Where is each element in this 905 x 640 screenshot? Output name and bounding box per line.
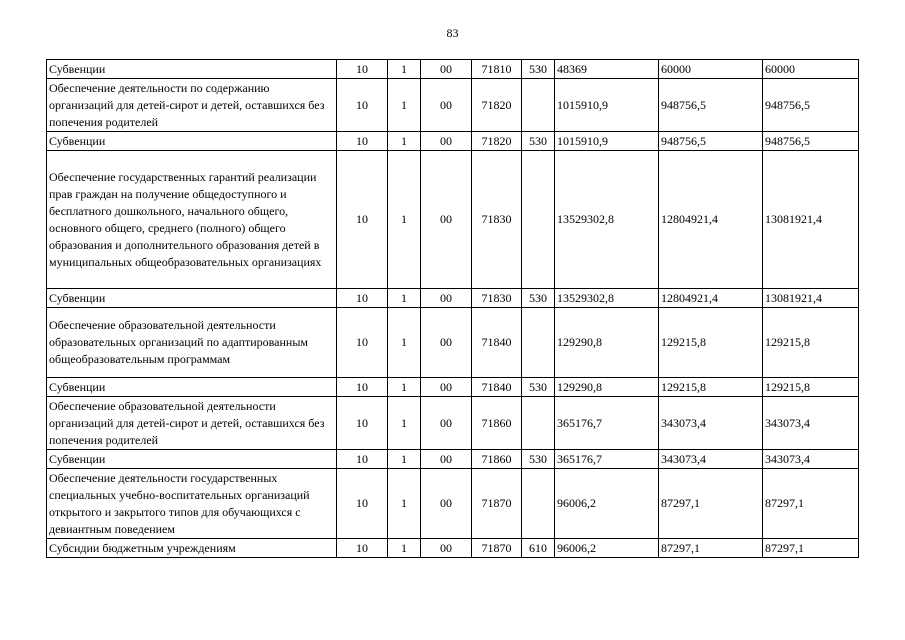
target-article-code: 71860 [472,397,522,450]
section-code: 10 [337,151,388,289]
amount-year-2: 129215,8 [659,308,763,378]
amount-year-3: 948756,5 [763,79,859,132]
amount-year-2: 343073,4 [659,450,763,469]
subsection-code: 1 [388,79,421,132]
item-name: Субсидии бюджетным учреждениям [47,539,337,558]
target-article-code: 71830 [472,289,522,308]
amount-year-2: 60000 [659,60,763,79]
target-article-code: 71870 [472,539,522,558]
amount-year-1: 1015910,9 [555,79,659,132]
item-name: Обеспечение деятельности по содержанию организаций для детей-сирот и детей, оставшихся без попечения родителей [47,79,337,132]
amount-year-2: 12804921,4 [659,289,763,308]
subsection-code: 1 [388,60,421,79]
amount-year-1: 1015910,9 [555,132,659,151]
section-code: 10 [337,378,388,397]
item-name: Обеспечение образовательной деятельности организаций для детей-сирот и детей, оставшихся без попечения родителей [47,397,337,450]
amount-year-3: 87297,1 [763,539,859,558]
amount-year-2: 948756,5 [659,79,763,132]
table-row [47,378,859,397]
expense-type-code [522,469,555,539]
amount-year-1: 96006,2 [555,539,659,558]
program-code: 00 [421,132,472,151]
program-code: 00 [421,469,472,539]
expense-type-code: 530 [522,289,555,308]
amount-year-1: 13529302,8 [555,289,659,308]
expense-type-code: 530 [522,60,555,79]
amount-year-1: 96006,2 [555,469,659,539]
amount-year-3: 60000 [763,60,859,79]
target-article-code: 71820 [472,132,522,151]
program-code: 00 [421,450,472,469]
table-row [47,397,859,450]
amount-year-1: 129290,8 [555,308,659,378]
amount-year-3: 343073,4 [763,397,859,450]
amount-year-1: 365176,7 [555,450,659,469]
target-article-code: 71840 [472,378,522,397]
program-code: 00 [421,308,472,378]
program-code: 00 [421,151,472,289]
target-article-code: 71860 [472,450,522,469]
program-code: 00 [421,60,472,79]
item-name: Обеспечение образовательной деятельности образовательных организаций по адаптированным общеобразовательным программам [47,308,337,378]
amount-year-2: 948756,5 [659,132,763,151]
item-name: Обеспечение государственных гарантий реализации прав граждан на получение общедоступного и бесплатного дошкольного, начального общего, основного общего, среднего (полного) общего образования и дополнительного образования детей в муниципальных общеобразовательных организациях [47,151,337,289]
amount-year-3: 129215,8 [763,308,859,378]
table-row [47,151,859,289]
program-code: 00 [421,397,472,450]
target-article-code: 71810 [472,60,522,79]
amount-year-3: 343073,4 [763,450,859,469]
section-code: 10 [337,132,388,151]
target-article-code: 71840 [472,308,522,378]
amount-year-1: 48369 [555,60,659,79]
expense-type-code [522,151,555,289]
expense-type-code: 530 [522,378,555,397]
expense-type-code: 610 [522,539,555,558]
table-row [47,289,859,308]
amount-year-2: 343073,4 [659,397,763,450]
target-article-code: 71870 [472,469,522,539]
expense-type-code: 530 [522,450,555,469]
subsection-code: 1 [388,132,421,151]
subsection-code: 1 [388,539,421,558]
expense-type-code: 530 [522,132,555,151]
subsection-code: 1 [388,378,421,397]
amount-year-3: 13081921,4 [763,151,859,289]
table-row [47,308,859,378]
item-name: Субвенции [47,289,337,308]
amount-year-1: 365176,7 [555,397,659,450]
section-code: 10 [337,60,388,79]
amount-year-2: 12804921,4 [659,151,763,289]
section-code: 10 [337,469,388,539]
amount-year-2: 87297,1 [659,469,763,539]
expense-type-code [522,79,555,132]
subsection-code: 1 [388,308,421,378]
program-code: 00 [421,289,472,308]
amount-year-1: 13529302,8 [555,151,659,289]
table-row [47,469,859,539]
amount-year-3: 948756,5 [763,132,859,151]
amount-year-2: 87297,1 [659,539,763,558]
item-name: Обеспечение деятельности государственных специальных учебно-воспитательных организаций открытого и закрытого типов для обучающихся с девиантным поведением [47,469,337,539]
subsection-code: 1 [388,151,421,289]
section-code: 10 [337,308,388,378]
subsection-code: 1 [388,397,421,450]
budget-table [46,59,859,558]
section-code: 10 [337,539,388,558]
section-code: 10 [337,450,388,469]
page-number: 83 [446,26,459,40]
table-row [47,60,859,79]
table-row [47,450,859,469]
subsection-code: 1 [388,469,421,539]
table-row [47,539,859,558]
item-name: Субвенции [47,378,337,397]
item-name: Субвенции [47,132,337,151]
item-name: Субвенции [47,450,337,469]
section-code: 10 [337,397,388,450]
amount-year-3: 129215,8 [763,378,859,397]
subsection-code: 1 [388,289,421,308]
amount-year-3: 13081921,4 [763,289,859,308]
amount-year-2: 129215,8 [659,378,763,397]
expense-type-code [522,308,555,378]
section-code: 10 [337,79,388,132]
program-code: 00 [421,378,472,397]
table-row [47,132,859,151]
expense-type-code [522,397,555,450]
amount-year-1: 129290,8 [555,378,659,397]
target-article-code: 71820 [472,79,522,132]
item-name: Субвенции [47,60,337,79]
table-body [47,60,859,558]
amount-year-3: 87297,1 [763,469,859,539]
program-code: 00 [421,79,472,132]
subsection-code: 1 [388,450,421,469]
table-row [47,79,859,132]
section-code: 10 [337,289,388,308]
target-article-code: 71830 [472,151,522,289]
program-code: 00 [421,539,472,558]
